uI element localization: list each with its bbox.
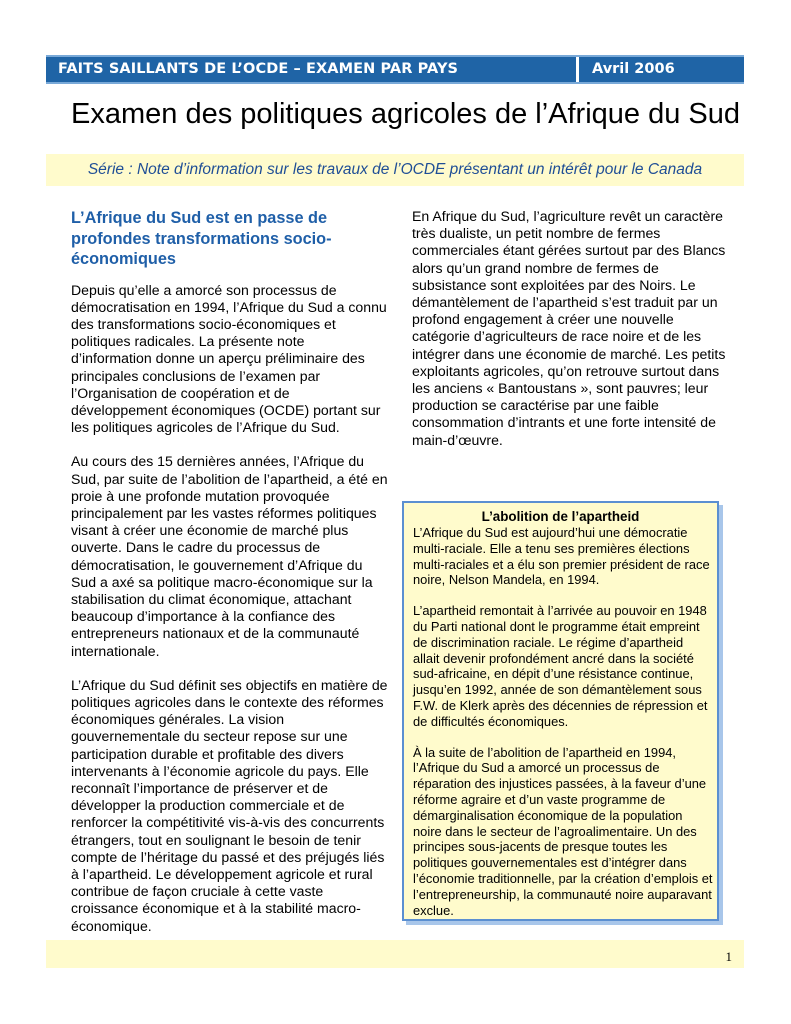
right-column xyxy=(412,208,730,466)
series-band xyxy=(46,154,744,186)
paragraph: L’Afrique du Sud définit ses objectifs en matière de politiques agricoles dans le contexte des réformes économiques générales. La vision gouvernementale du secteur repose sur une participation durable et profitable des divers intervenants à l’économie agricole du pays. Elle reconnaît l’importance de préserver et de développer la production commerciale et de renforcer la compétitivité vis-à-vis des concurrents étrangers, tout en soulignant le besoin de tenir compte de l’héritage du passé et des préjugés liés à l’apartheid. Le développement agricole et rural contribue de façon cruciale à cette vaste croissance économique et à la stabilité macro-économique. xyxy=(71,676,388,934)
header-divider xyxy=(576,57,579,82)
left-column xyxy=(71,208,389,952)
sidebar-body xyxy=(413,525,713,933)
paragraph: Depuis qu’elle a amorcé son processus de démocratisation en 1994, l’Afrique du Sud a connu des transformations socio-économiques et politiques radicales. La présente note d’information donne un aperçu préliminaire des principales conclusions de l’examen par l’Organisation de coopération et de développement économiques (OCDE) portant sur les politiques agricoles de l’Afrique du Sud. xyxy=(71,281,387,436)
page-title: Examen des politiques agricoles de l’Afrique du Sud xyxy=(71,98,741,130)
series-note: Série : Note d’information sur les travaux de l’OCDE présentant un intérêt pour le Canada xyxy=(87,161,703,178)
footer-band xyxy=(46,940,744,968)
header-bar xyxy=(46,55,744,84)
paragraph: Au cours des 15 dernières années, l’Afrique du Sud, par suite de l’abolition de l’apartheid, a été en proie à une profonde mutation provoquée principalement par les vastes réformes politiques visant à créer une économie de marché plus ouverte. Dans le cadre du processus de démocratisation, le gouvernement d’Afrique du Sud a axé sa politique macro-économique sur la stabilisation du climat économique, attachant beaucoup d’importance à la confiance des entrepreneurs nationaux et de la communauté internationale. xyxy=(71,453,388,659)
header-date: Avril 2006 xyxy=(592,61,675,77)
sidebar-paragraph: À la suite de l’abolition de l’apartheid en 1994, l’Afrique du Sud a amorcé un processus de réparation des injustices passées, à la faveur d’une réforme agraire et d’un vaste programme de démarginalisation économique de la population noire dans le secteur de l’agroalimentaire. Un des principes sous-jacents de presque toutes les politiques gouvernementales est d’intégrer dans l’économie traditionnelle, par la création d’emplois et l’entrepreneurship, la communauté noire auparavant exclue. xyxy=(413,744,713,918)
sidebar-box xyxy=(402,501,719,921)
page-number: 1 xyxy=(725,949,732,964)
header-series-title: FAITS SAILLANTS DE L’OCDE – EXAMEN PAR PAYS xyxy=(58,61,459,77)
paragraph: En Afrique du Sud, l’agriculture revêt un caractère très dualiste, un petit nombre de fermes commerciales étant gérées surtout par des Blancs alors qu’un grand nombre de fermes de subsistance sont exploitées par des Noirs. Le démantèlement de l’apartheid s’est traduit par un profond engagement à créer une nouvelle catégorie d’agriculteurs de race noire et de les intégrer dans une économie de marché. Les petits exploitants agricoles, qu’on retrouve surtout dans les anciens « Bantoustans », sont pauvres; leur production se caractérise par une faible consommation d’intrants et une forte intensité de main-d’œuvre. xyxy=(412,208,726,448)
section-heading: L’Afrique du Sud est en passe de profondes transformations socio-économiques xyxy=(71,209,332,268)
sidebar-title: L’abolition de l’apartheid xyxy=(481,509,640,524)
sidebar-paragraph: L’Afrique du Sud est aujourd’hui une démocratie multi-raciale. Elle a tenu ses premières élections multi-raciales et a élu son premier président de race noire, Nelson Mandela, en 1994. xyxy=(413,525,710,588)
sidebar-paragraph: L’apartheid remontait à l’arrivée au pouvoir en 1948 du Parti national dont le programme était empreint de discrimination raciale. Le régime d’apartheid allait devenir profondément ancré dans la société sud-africaine, en dépit d’une résistance continue, jusqu’en 1992, année de son démantèlement sous F.W. de Klerk après des décennies de répression et de difficultés économiques. xyxy=(413,603,708,729)
